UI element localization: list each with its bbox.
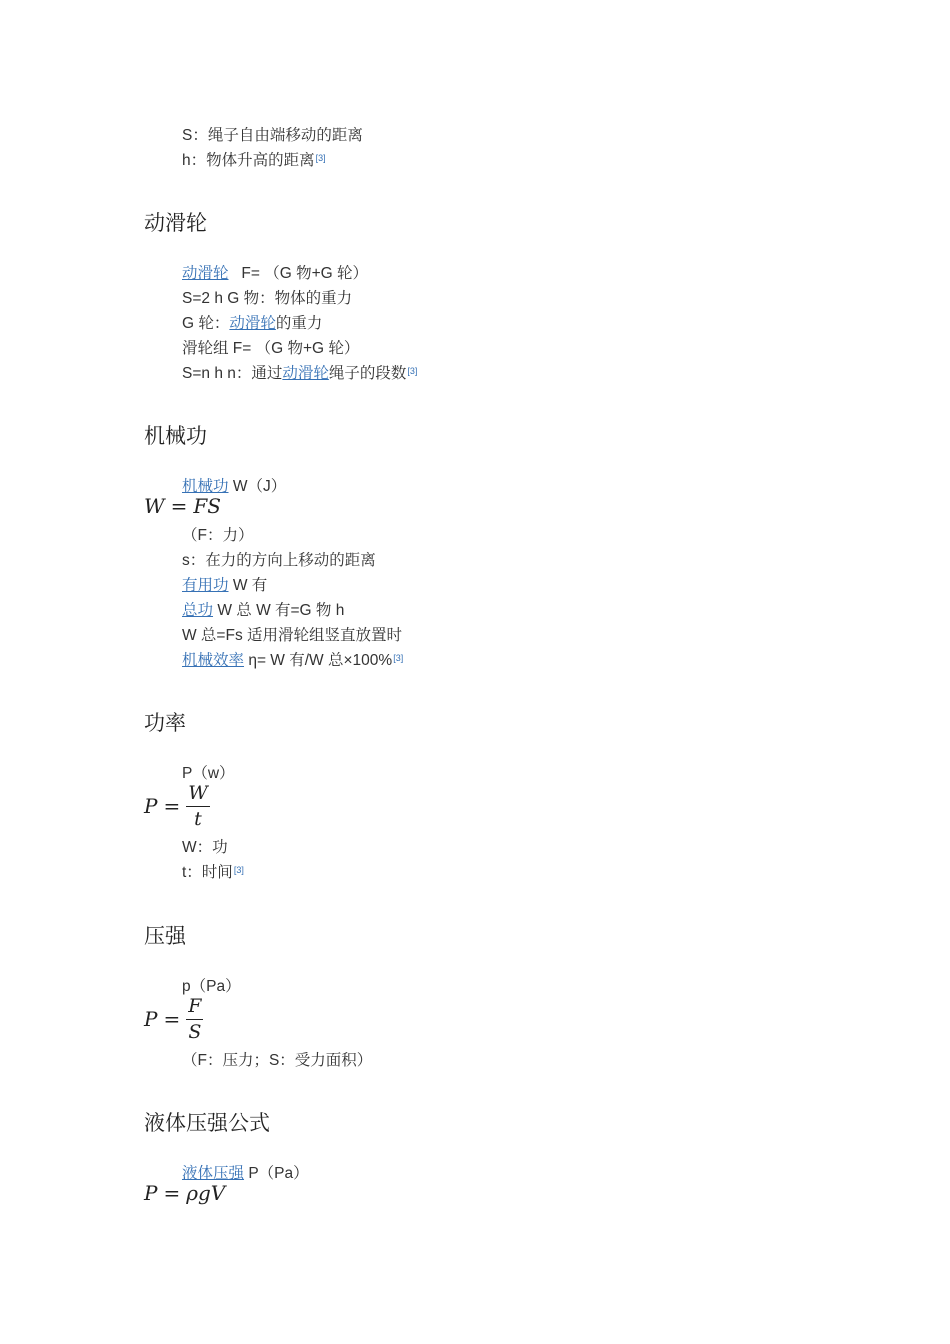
formula-equals: =: [163, 1007, 181, 1031]
text-line: [182, 863, 244, 883]
formula-lhs: P: [144, 794, 158, 818]
formula-equals: =: [163, 794, 181, 818]
section-heading: 压强: [144, 925, 186, 948]
liquid-pressure-link[interactable]: 液体压强: [182, 1165, 245, 1182]
text-segment: W 总 W 有=G 物 h: [213, 602, 345, 619]
work-formula: [144, 494, 221, 518]
text-segment: 的重力: [275, 315, 323, 332]
text-line: S：绳子自由端移动的距离: [182, 127, 363, 144]
formula-fraction: [186, 995, 203, 1043]
text-segment: W 有: [228, 577, 268, 594]
formula-lhs: P: [144, 1181, 158, 1205]
text-line: S=2 h G 物：物体的重力: [182, 290, 353, 307]
section-heading: 液体压强公式: [144, 1112, 270, 1135]
text-segment: h：物体升高的距离: [182, 152, 315, 169]
fraction-denominator: t: [194, 808, 202, 830]
text-line: [182, 264, 368, 284]
citation-ref[interactable]: [3]: [393, 653, 404, 663]
text-segment: G 轮：: [182, 315, 230, 332]
formula-lhs: P: [144, 1007, 158, 1031]
formula-rhs: ρgV: [186, 1181, 226, 1205]
text-line: [182, 364, 417, 384]
total-work-link[interactable]: 总功: [182, 602, 214, 619]
text-line: [182, 151, 326, 171]
text-line: （F：压力；S：受力面积）: [182, 1052, 373, 1069]
fraction-denominator: S: [188, 1021, 202, 1043]
section-heading: 动滑轮: [144, 212, 207, 235]
formula-lhs: W: [144, 494, 165, 518]
movable-pulley-link[interactable]: 动滑轮: [182, 265, 229, 282]
section-heading: 功率: [144, 712, 186, 735]
text-line: W 总=Fs 适用滑轮组竖直放置时: [182, 627, 403, 644]
text-line: [182, 601, 344, 621]
mechanical-efficiency-link[interactable]: 机械效率: [182, 652, 245, 669]
text-segment: P（Pa）: [244, 1165, 309, 1182]
text-line: p（Pa）: [182, 978, 241, 995]
citation-ref[interactable]: [3]: [233, 865, 244, 875]
power-formula: [144, 782, 210, 830]
citation-ref[interactable]: [3]: [407, 366, 418, 376]
text-segment: F= （G 物+G 轮）: [228, 265, 369, 282]
movable-pulley-link[interactable]: 动滑轮: [229, 315, 276, 332]
text-line: W：功: [182, 839, 228, 856]
text-line: [182, 576, 267, 596]
text-line: [182, 651, 403, 671]
useful-work-link[interactable]: 有用功: [182, 577, 229, 594]
pressure-formula: [144, 995, 203, 1043]
text-segment: W（J）: [228, 478, 287, 495]
mechanical-work-link[interactable]: 机械功: [182, 478, 229, 495]
liquid-pressure-formula: [144, 1181, 225, 1205]
text-line: （F：力）: [182, 527, 254, 544]
fraction-numerator: W: [186, 782, 210, 807]
text-segment: 绳子的段数: [328, 365, 407, 382]
text-line: P（w）: [182, 765, 235, 782]
text-line: s：在力的方向上移动的距离: [182, 552, 376, 569]
section-heading: 机械功: [144, 425, 207, 448]
formula-rhs: FS: [193, 494, 221, 518]
formula-equals: =: [170, 494, 188, 518]
text-segment: t：时间: [182, 864, 233, 881]
citation-ref[interactable]: [3]: [315, 153, 326, 163]
fraction-numerator: F: [186, 995, 203, 1020]
text-line: [182, 314, 322, 334]
text-line: 滑轮组 F= （G 物+G 轮）: [182, 340, 360, 357]
text-segment: η= W 有/W 总×100%: [244, 652, 393, 669]
formula-equals: =: [163, 1181, 181, 1205]
text-segment: S=n h n：通过: [182, 365, 283, 382]
formula-fraction: [186, 782, 210, 830]
movable-pulley-link[interactable]: 动滑轮: [282, 365, 329, 382]
